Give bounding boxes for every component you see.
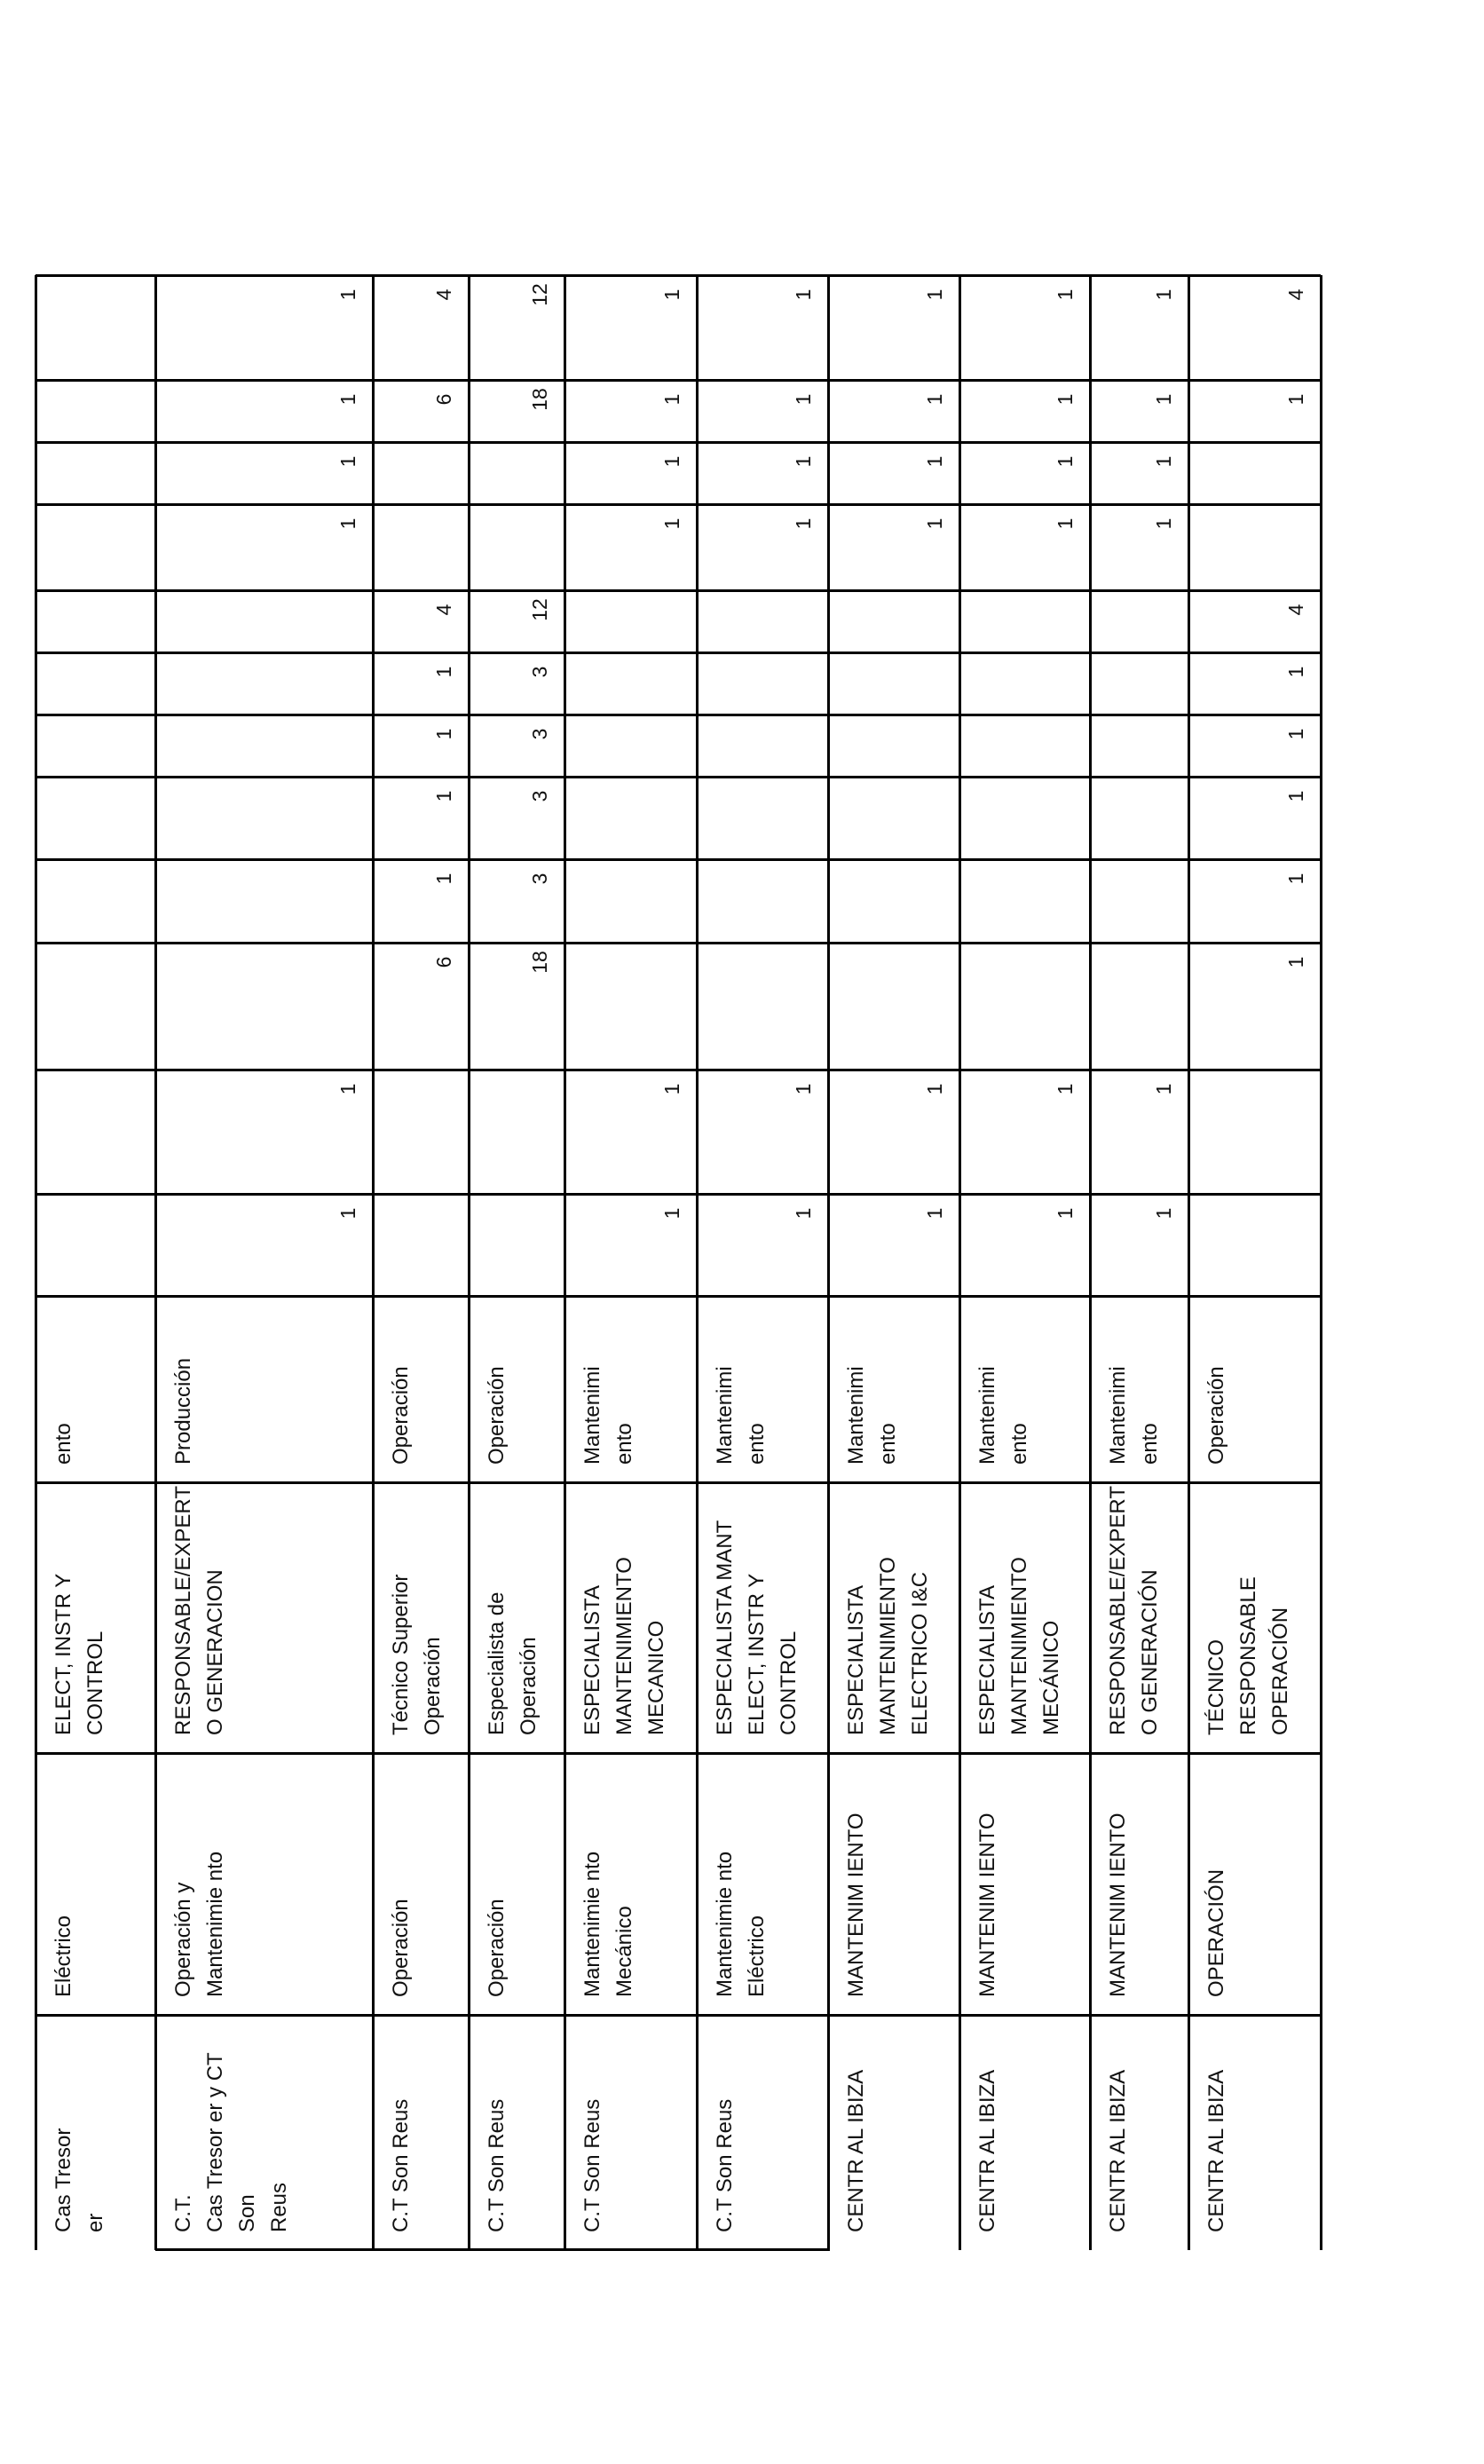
column-separator (36, 589, 1321, 592)
position-cell-line: TÉCNICO (1204, 1639, 1228, 1735)
position-cell (972, 1557, 1068, 1735)
area-cell (168, 1852, 232, 1997)
value-cell: 12 (528, 598, 551, 621)
area-cell-line: OPERACIÓN (1204, 1868, 1228, 1997)
value-cell: 1 (336, 517, 359, 530)
position-cell-line: RESPONSABLE (1236, 1576, 1260, 1735)
position-cell (481, 1592, 545, 1735)
department-cell-line: ento (876, 1423, 900, 1465)
position-cell-line: OPERACIÓN (1268, 1607, 1292, 1735)
row-separator (468, 275, 470, 2250)
area-cell (841, 1812, 872, 1997)
value-cell: 18 (528, 951, 551, 974)
location-cell-line: C.T Son Reus (389, 2098, 413, 2232)
value-cell: 1 (792, 455, 815, 468)
department-cell-line: ento (51, 1423, 75, 1465)
position-cell-line: ESPECIALISTA (975, 1585, 999, 1735)
position-cell-line: Operación (421, 1637, 445, 1735)
value-cell: 4 (432, 604, 455, 616)
value-cell: 1 (1152, 517, 1175, 530)
department-cell (577, 1366, 641, 1465)
department-cell (48, 1423, 80, 1465)
position-cell (709, 1520, 805, 1735)
row-separator (1320, 275, 1322, 2250)
department-cell (972, 1366, 1036, 1465)
value-cell: 18 (528, 388, 551, 411)
department-cell-line: Operación (485, 1366, 509, 1465)
value-cell: 1 (432, 728, 455, 740)
value-cell: 1 (660, 1083, 683, 1095)
position-cell (385, 1575, 449, 1735)
area-cell (481, 1899, 513, 1997)
value-cell: 6 (432, 393, 455, 406)
position-cell-line: ESPECIALISTA MANT (713, 1520, 737, 1735)
value-cell: 1 (1152, 1083, 1175, 1095)
position-cell-line: Técnico Superior (389, 1574, 413, 1735)
department-cell (709, 1366, 773, 1465)
value-cell: 1 (923, 288, 946, 301)
value-cell: 1 (432, 666, 455, 678)
location-cell-line: Son (235, 2194, 259, 2232)
value-cell: 1 (792, 1207, 815, 1220)
area-cell-line: Mantenimie nto (713, 1851, 737, 1997)
value-cell: 4 (432, 288, 455, 301)
value-cell: 1 (1284, 956, 1307, 968)
location-cell-line: er (83, 2213, 107, 2232)
department-cell-line: Producción (171, 1357, 195, 1465)
location-cell-line: CENTR AL IBIZA (844, 2069, 868, 2232)
location-cell (1201, 2070, 1233, 2232)
location-cell (481, 2099, 513, 2232)
column-separator (36, 714, 1321, 716)
row-separator (372, 275, 375, 2250)
position-cell-line: MECANICO (644, 1620, 668, 1735)
location-cell-line: CENTR AL IBIZA (1204, 2069, 1228, 2232)
position-cell-line: CONTROL (83, 1631, 107, 1735)
location-cell-line: C.T Son Reus (485, 2098, 509, 2232)
value-cell: 1 (923, 517, 946, 530)
area-cell (577, 1852, 641, 1997)
area-cell (48, 1915, 80, 1997)
value-cell: 1 (923, 1207, 946, 1220)
row-separator (1188, 275, 1190, 2250)
row-separator (1089, 275, 1092, 2250)
column-separator (36, 1752, 1321, 1755)
value-cell: 1 (792, 517, 815, 530)
area-cell-line: Eléctrico (51, 1915, 75, 1997)
position-cell-line: ESPECIALISTA (844, 1585, 868, 1735)
area-cell (1102, 1812, 1134, 1997)
value-cell: 1 (923, 393, 946, 406)
row-separator (564, 275, 566, 2250)
value-cell: 3 (528, 666, 551, 678)
position-cell-line: MANTENIMIENTO (876, 1557, 900, 1735)
department-cell (1102, 1366, 1166, 1465)
location-cell-line: C.T Son Reus (580, 2098, 604, 2232)
area-cell-line: MANTENIM IENTO (844, 1812, 868, 1997)
area-cell-line: MANTENIM IENTO (1106, 1812, 1130, 1997)
location-cell (972, 2070, 1004, 2232)
value-cell: 1 (432, 873, 455, 885)
location-cell (841, 2070, 872, 2232)
value-cell: 1 (660, 288, 683, 301)
row-separator (696, 275, 699, 2250)
position-cell-line: CONTROL (777, 1631, 801, 1735)
position-cell (1201, 1576, 1297, 1735)
value-cell: 1 (1152, 288, 1175, 301)
position-cell (48, 1574, 112, 1735)
column-separator (36, 942, 1321, 944)
value-cell: 1 (1284, 728, 1307, 740)
row-separator (154, 275, 157, 2250)
department-cell-line: Mantenimi (844, 1366, 868, 1465)
department-cell-line: Mantenimi (580, 1366, 604, 1465)
position-cell (577, 1557, 673, 1735)
location-cell-line: CENTR AL IBIZA (975, 2069, 999, 2232)
value-cell: 1 (660, 393, 683, 406)
department-cell (168, 1358, 200, 1465)
row-separator (35, 275, 37, 2250)
area-cell (385, 1899, 417, 1997)
position-cell-line: ESPECIALISTA (580, 1585, 604, 1735)
department-cell-line: Operación (389, 1366, 413, 1465)
value-cell: 1 (660, 455, 683, 468)
value-cell: 1 (1054, 1207, 1077, 1220)
value-cell: 1 (923, 1083, 946, 1095)
location-cell (1102, 2070, 1134, 2232)
column-separator (36, 1295, 1321, 1298)
value-cell: 4 (1284, 288, 1307, 301)
position-cell (841, 1557, 936, 1735)
position-cell-line: MANTENIMIENTO (612, 1557, 636, 1735)
department-cell-line: Mantenimi (975, 1366, 999, 1465)
location-cell (577, 2099, 609, 2232)
value-cell: 1 (336, 455, 359, 468)
value-cell: 1 (1054, 455, 1077, 468)
area-cell-line: Operación (389, 1899, 413, 1997)
location-cell-line: Cas Tresor (51, 2128, 75, 2232)
position-cell-line: O GENERACION (203, 1569, 227, 1735)
department-cell-line: ento (612, 1423, 636, 1465)
value-cell: 3 (528, 873, 551, 885)
value-cell: 1 (1054, 393, 1077, 406)
department-cell (385, 1366, 417, 1465)
area-cell-line: Operación (485, 1899, 509, 1997)
column-separator (36, 858, 1321, 861)
value-cell: 1 (792, 1083, 815, 1095)
department-cell (481, 1366, 513, 1465)
department-cell-line: ento (1138, 1423, 1162, 1465)
location-cell (709, 2099, 741, 2232)
row-separator (827, 275, 830, 2250)
position-cell-line: MECÁNICO (1039, 1620, 1063, 1735)
value-cell: 1 (336, 288, 359, 301)
value-cell: 1 (1054, 517, 1077, 530)
position-cell-line: MANTENIMIENTO (1007, 1557, 1031, 1735)
value-cell: 1 (336, 393, 359, 406)
position-cell-line: ELECT, INSTR Y (51, 1573, 75, 1735)
location-cell-line: C.T Son Reus (713, 2098, 737, 2232)
position-cell-line: Operación (517, 1637, 541, 1735)
value-cell: 1 (1152, 393, 1175, 406)
row-separator (959, 275, 961, 2250)
area-cell-line: Eléctrico (745, 1915, 769, 1997)
column-separator (36, 2014, 1321, 2017)
position-cell-line: RESPONSABLE/EXPERT (1106, 1486, 1130, 1735)
area-cell-line: Operación y (171, 1882, 195, 1997)
department-cell-line: Mantenimi (1106, 1366, 1130, 1465)
column-separator (36, 1481, 1321, 1484)
value-cell: 1 (923, 455, 946, 468)
value-cell: 1 (792, 288, 815, 301)
value-cell: 6 (432, 956, 455, 968)
position-cell-line: ELECTRICO I&C (908, 1571, 932, 1735)
column-separator (36, 652, 1321, 654)
position-cell-line: RESPONSABLE/EXPERT (171, 1486, 195, 1735)
value-cell: 1 (792, 393, 815, 406)
area-cell-line: MANTENIM IENTO (975, 1812, 999, 1997)
area-cell (709, 1852, 773, 1997)
value-cell: 3 (528, 728, 551, 740)
department-cell-line: ento (745, 1423, 769, 1465)
location-cell-line: Cas Tresor er y CT (203, 2052, 227, 2232)
area-cell (972, 1812, 1004, 1997)
value-cell: 1 (1284, 666, 1307, 678)
department-cell-line: ento (1007, 1423, 1031, 1465)
value-cell: 1 (1284, 790, 1307, 802)
position-cell (168, 1486, 232, 1735)
bottom-border (155, 2248, 830, 2251)
value-cell: 1 (432, 790, 455, 802)
location-cell (168, 2052, 296, 2232)
department-cell (841, 1366, 904, 1465)
location-cell-line: CENTR AL IBIZA (1106, 2069, 1130, 2232)
value-cell: 1 (1152, 455, 1175, 468)
location-cell-line: Reus (267, 2182, 291, 2232)
value-cell: 4 (1284, 604, 1307, 616)
value-cell: 1 (336, 1083, 359, 1095)
department-cell-line: Operación (1204, 1366, 1228, 1465)
value-cell: 1 (1054, 288, 1077, 301)
value-cell: 1 (660, 517, 683, 530)
position-cell (1102, 1486, 1166, 1735)
value-cell: 12 (528, 283, 551, 306)
department-cell-line: Mantenimi (713, 1366, 737, 1465)
area-cell (1201, 1869, 1233, 1997)
column-separator (36, 776, 1321, 778)
location-cell (385, 2099, 417, 2232)
value-cell: 1 (1284, 393, 1307, 406)
area-cell-line: Mecánico (612, 1906, 636, 1997)
position-cell-line: Especialista de (485, 1591, 509, 1735)
value-cell: 1 (336, 1207, 359, 1220)
value-cell: 1 (1152, 1207, 1175, 1220)
value-cell: 1 (660, 1207, 683, 1220)
value-cell: 3 (528, 790, 551, 802)
location-cell-line: C.T. (171, 2194, 195, 2232)
value-cell: 1 (1284, 873, 1307, 885)
department-cell (1201, 1366, 1233, 1465)
position-cell-line: ELECT, INSTR Y (745, 1573, 769, 1735)
position-cell-line: O GENERACIÓN (1138, 1569, 1162, 1735)
area-cell-line: Mantenimie nto (203, 1851, 227, 1997)
area-cell-line: Mantenimie nto (580, 1851, 604, 1997)
value-cell: 1 (1054, 1083, 1077, 1095)
location-cell (48, 2128, 112, 2232)
